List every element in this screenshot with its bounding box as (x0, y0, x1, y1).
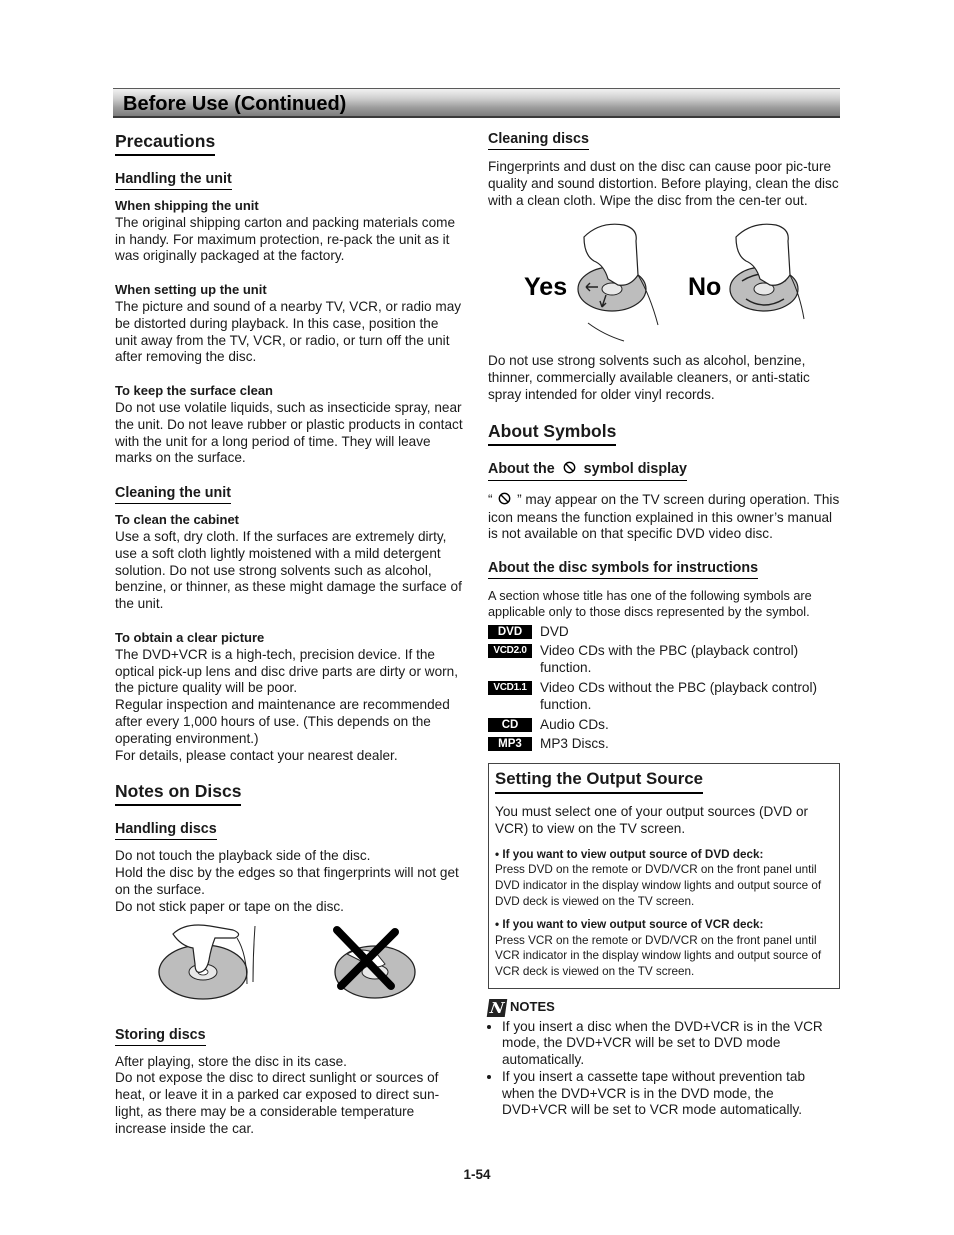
disc-symbol-row-cd (488, 717, 840, 734)
setting-up-text: The picture and sound of a nearby TV, VCR, or radio may be distorted during playback. In this case, position the unit away from the TV, VCR, or radio, or turn off the unit after removing the disc. (115, 298, 462, 365)
notes-label: NOTES (510, 999, 555, 1015)
disc-symbol-row-vcd11 (488, 680, 840, 714)
dvd-deck-text: Press DVD on the remote or DVD/VCR on the front panel until DVD indicator in the display window lights and output source of DVD deck is viewed on the TV screen. (495, 863, 822, 908)
handling-discs-line-3: Do not stick paper or tape on the disc. (115, 898, 344, 914)
disc-wipe-radial-icon (578, 225, 658, 342)
cd-description: Audio CDs. (540, 716, 609, 732)
no-label: No (688, 273, 722, 302)
storing-discs-line-2: Do not expose the disc to direct sunlight or sources of heat, or leave it in a parked car exposed to direct sun-light, as there may be a considerable temperature increase inside the car. (115, 1070, 440, 1136)
handling-discs-line-1: Do not touch the playback side of the disc. (115, 848, 371, 864)
picture-heading: To obtain a clear picture (115, 629, 265, 645)
right-column (488, 120, 840, 1119)
symbol-display-title-before: About the (488, 460, 555, 477)
vcd11-badge: VCD1.1 (488, 681, 532, 695)
yes-label: Yes (524, 273, 568, 302)
vcr-deck-heading: • If you want to view output source of VCR deck: (495, 918, 764, 932)
dvd-deck-heading: • If you want to view output source of DVD deck: (495, 847, 764, 861)
mp3-description: MP3 Discs. (540, 736, 609, 752)
disc-cleaning-illustration (488, 215, 840, 351)
picture-text-2: Regular inspection and maintenance are recommended after every 1,000 hours of use. (This depends on the operating environment.) (115, 697, 450, 746)
symbol-display-text-rest: ” may appear on the TV screen during operation. This icon means the function explained in this owner’s manual is not available on that specific DVD video disc. (488, 491, 840, 542)
page-header-banner (113, 88, 840, 118)
disc-symbols-intro: A section whose title has one of the following symbols are applicable only to those discs represented by the symbol. (488, 589, 812, 620)
dvd-description: DVD (540, 623, 569, 639)
vcd20-description: Video CDs with the PBC (playback control) function. (540, 643, 799, 676)
disc-handling-svg (115, 924, 463, 1012)
setting-up-heading: When setting up the unit (115, 282, 267, 298)
storing-discs-line-1: After playing, store the disc in its case. (115, 1053, 347, 1069)
disc-held-correctly-icon (159, 925, 255, 999)
left-column (115, 120, 463, 1137)
disc-handling-illustration (115, 924, 463, 1012)
picture-text-3: For details, please contact your nearest dealer. (115, 747, 398, 763)
disc-held-incorrectly-icon (335, 930, 415, 998)
cleaning-unit-title: Cleaning the unit (115, 484, 231, 504)
notes-item: • If you insert a cassette tape without prevention tab when the DVD+VCR is in the DVD mode, the DVD+VCR will be set to VCR mode automatically. (502, 1069, 840, 1119)
vcd11-description: Video CDs without the PBC (playback control) function. (540, 679, 818, 712)
prohibited-symbol-inline-icon (498, 492, 511, 510)
prohibited-symbol-icon (563, 461, 576, 479)
precautions-title: Precautions (115, 130, 215, 156)
symbol-display-text (488, 492, 840, 543)
disc-symbol-row-dvd (488, 624, 840, 641)
notes-item: • If you insert a disc when the DVD+VCR is in the VCR mode, the DVD+VCR will be set to DVD mode automatically. (502, 1019, 840, 1069)
shipping-heading: When shipping the unit (115, 198, 259, 213)
dvd-badge: DVD (488, 625, 532, 639)
output-source-intro: You must select one of your output sources (DVD or VCR) to view on the TV screen. (495, 804, 809, 836)
disc-symbol-row-vcd20 (488, 643, 840, 677)
surface-text: Do not use volatile liquids, such as insecticide spray, near the unit. Do not leave rubber or plastic products in contact with the unit for a long period of time. They will leave marks on the surface. (115, 399, 463, 466)
disc-symbol-list (488, 624, 840, 754)
notes-icon: N (487, 999, 508, 1017)
picture-text-1: The DVD+VCR is a high-tech, precision device. If the optical pick-up lens and disc drive parts are dirty or worn, the picture quality will be poor. (115, 646, 459, 696)
surface-heading: To keep the surface clean (115, 383, 273, 399)
vcd20-badge: VCD2.0 (488, 644, 532, 658)
disc-symbol-row-mp3 (488, 736, 840, 753)
output-source-box (488, 763, 840, 988)
handling-unit-title: Handling the unit (115, 170, 232, 190)
page-number: 1-54 (463, 1167, 491, 1182)
cabinet-heading: To clean the cabinet (115, 512, 240, 528)
notes-header (488, 999, 840, 1017)
output-source-title: Setting the Output Source (495, 768, 703, 794)
symbol-display-quote: “ (488, 491, 493, 507)
about-symbols-title: About Symbols (488, 420, 616, 446)
mp3-badge: MP3 (488, 737, 532, 751)
cabinet-text: Use a soft, dry cloth. If the surfaces are extremely dirty, use a soft cloth lightly moistened with a mild detergent solution. Do not use strong solvents such as alcohol, benzine, or thinner, as these might damage the surface of the unit. (115, 528, 462, 612)
disc-wipe-circular-icon (730, 225, 804, 320)
handling-discs-line-2: Hold the disc by the edges so that fingerprints will not get on the surface. (115, 865, 459, 897)
disc-cleaning-svg (488, 215, 840, 351)
disc-symbols-title: About the disc symbols for instructions (488, 559, 758, 579)
notes-list (488, 1019, 840, 1120)
vcr-deck-text: Press VCR on the remote or DVD/VCR on the front panel until VCR indicator in the display window lights and output source of VCR deck is viewed on the TV screen. (495, 933, 822, 978)
symbol-display-title-after: symbol display (583, 460, 687, 477)
notes-on-discs-title: Notes on Discs (115, 780, 241, 806)
cleaning-discs-text-2: Do not use strong solvents such as alcohol, benzine, thinner, commercially available cleaners, or anti-static spray intended for older vinyl records. (488, 353, 810, 402)
symbol-display-title (488, 460, 687, 481)
page-header-title: Before Use (Continued) (123, 93, 347, 115)
cd-badge: CD (488, 718, 532, 732)
handling-discs-title: Handling discs (115, 820, 217, 840)
cleaning-discs-text-1: Fingerprints and dust on the disc can cause poor pic-ture quality and sound distortion. Before playing, clean the disc with a clean cloth. Wipe the disc from the cen-ter out. (488, 159, 839, 208)
storing-discs-title: Storing discs (115, 1026, 206, 1046)
cleaning-discs-title: Cleaning discs (488, 130, 589, 150)
shipping-text: The original shipping carton and packing materials come in handy. For maximum protection, re-pack the unit as it was originally packaged at the factory. (115, 214, 456, 264)
